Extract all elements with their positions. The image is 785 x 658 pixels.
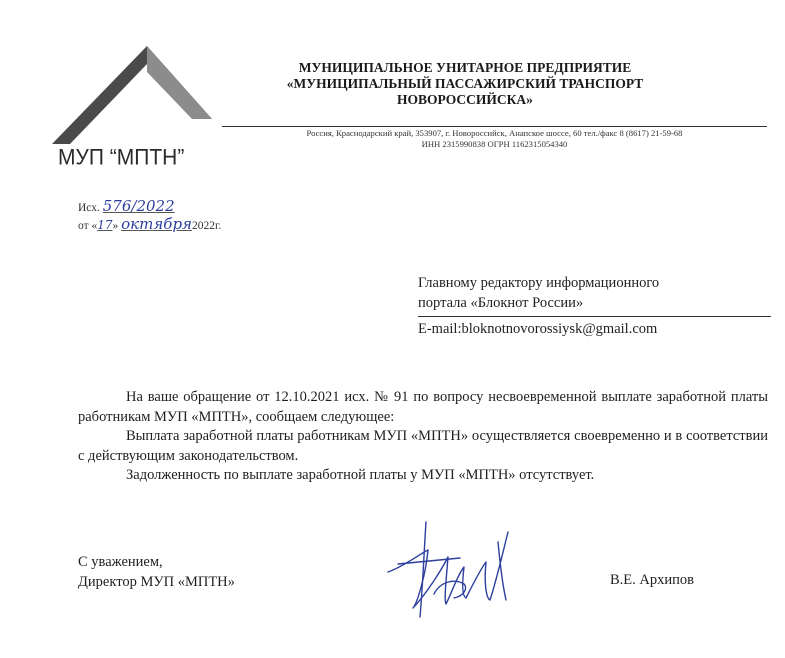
letter-body xyxy=(78,388,768,486)
logo-triangle-icon xyxy=(52,44,222,154)
addressee-email: E-mail:bloknotnovorossiysk@gmail.com xyxy=(418,321,658,337)
body-paragraph: Задолженность по выплате заработной платы у МУП «МПТН» отсутствует. xyxy=(126,467,595,483)
signer-name: В.Е. Архипов xyxy=(610,572,694,588)
body-paragraph: На ваше обращение от 12.10.2021 исх. № 91 по вопросу несвоевременной выплате заработной платы работникам МУП «МПТН», сообщаем следующее: xyxy=(78,389,768,425)
addressee-line: портала «Блокнот России» xyxy=(418,295,584,311)
organization-name xyxy=(240,60,690,108)
signer-position: Директор МУП «МПТН» xyxy=(78,574,235,590)
company-logo xyxy=(52,44,222,170)
date-quote: » xyxy=(112,220,119,232)
addressee-line: Главному редактору информационного xyxy=(418,275,660,291)
logo-text: МУП “МПТН” xyxy=(58,145,185,170)
addressee-divider xyxy=(418,316,771,317)
signature-block xyxy=(78,552,235,592)
org-ids: ИНН 2315990838 ОГРН 1162315054340 xyxy=(421,139,568,149)
ref-label: Исх. xyxy=(78,202,100,214)
org-name-line: МУНИЦИПАЛЬНОЕ УНИТАРНОЕ ПРЕДПРИЯТИЕ xyxy=(298,60,632,75)
date-label: от « xyxy=(78,220,98,232)
closing-text: С уважением, xyxy=(78,554,163,570)
outgoing-reference xyxy=(78,198,221,234)
date-month: октября xyxy=(121,215,192,233)
org-name-line: НОВОРОССИЙСКА» xyxy=(397,92,533,107)
date-year: 2022г. xyxy=(192,220,222,232)
org-address: Россия, Краснодарский край, 353907, г. Новороссийск, Анапское шоссе, 60 тел./факс 8 (8617) 21-59-68 xyxy=(306,128,683,138)
organization-contacts xyxy=(222,128,767,150)
handwritten-signature-icon xyxy=(368,512,548,632)
header-divider xyxy=(222,126,767,127)
ref-number: 576/2022 xyxy=(102,197,175,215)
date-day: 17 xyxy=(97,218,113,232)
org-name-line: «МУНИЦИПАЛЬНЫЙ ПАССАЖИРСКИЙ ТРАНСПОРТ xyxy=(286,76,644,91)
ref-date-row xyxy=(78,216,221,234)
addressee-block xyxy=(418,273,778,339)
body-paragraph: Выплата заработной платы работникам МУП «МПТН» осуществляется своевременно и в соответствии с действующим законодательством. xyxy=(78,428,768,464)
ref-number-row xyxy=(78,198,221,216)
